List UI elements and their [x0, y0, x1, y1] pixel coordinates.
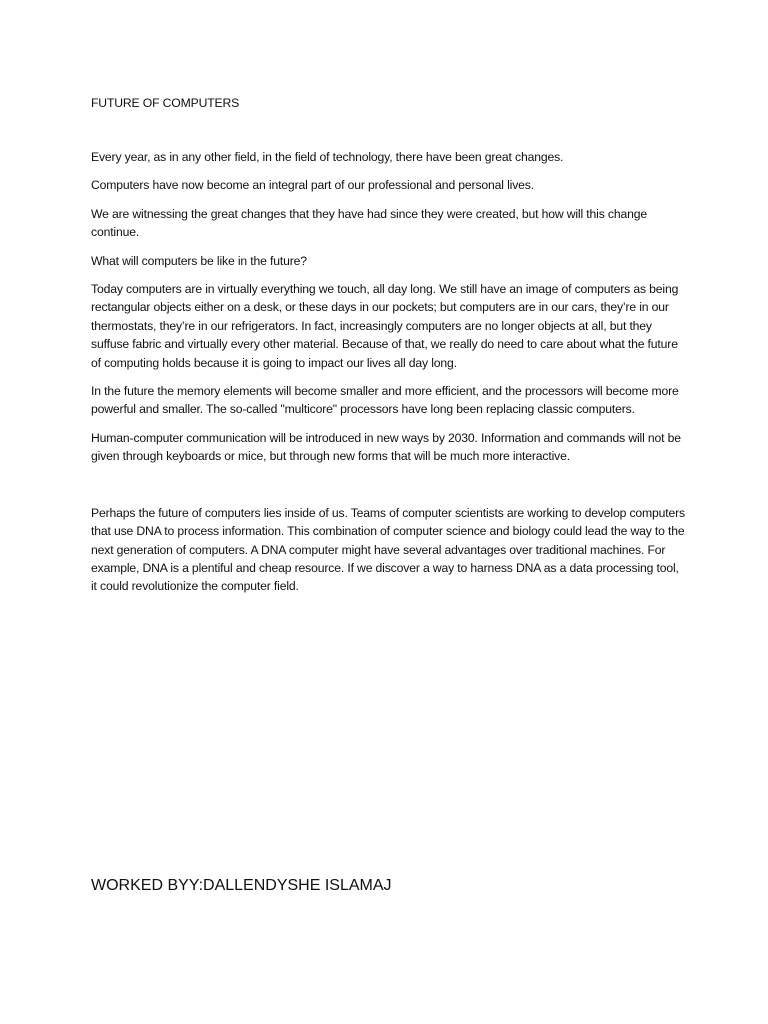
paragraph-memory-processors: In the future the memory elements will become smaller and more efficient, and the processors will become more powerful and smaller. The so-called "multicore" processors have long been replacing classic computers.: [91, 384, 679, 417]
paragraph-dna-computers: Perhaps the future of computers lies inside of us. Teams of computer scientists are working to develop computers that use DNA to process information. This combination of computer science and biology could lead the way to the next generation of computers. A DNA computer might have several advantages over traditional machines. For example, DNA is a plentiful and cheap resource. If we discover a way to harness DNA as a data processing tool, it could revolutionize the computer field.: [91, 505, 686, 594]
author-line: WORKED BYY:DALLENDYSHE ISLAMAJ: [91, 877, 392, 894]
paragraph-integral-part: Computers have now become an integral part of our professional and personal lives.: [91, 178, 534, 193]
document-title: FUTURE OF COMPUTERS: [91, 96, 240, 110]
document-body: [91, 94, 687, 606]
paragraph-question: What will computers be like in the future?: [91, 253, 307, 268]
paragraph-human-computer-communication: Human-computer communication will be introduced in new ways by 2030. Information and commands will not be given through keyboards or mice, but through new forms that will be much more interactive.: [91, 430, 681, 464]
paragraph-witnessing-changes: We are witnessing the great changes that they have had since they were created, but how will this change continue.: [91, 206, 647, 240]
paragraph-intro: Every year, as in any other field, in the field of technology, there have been great changes.: [91, 150, 564, 164]
paragraph-computers-everywhere: Today computers are in virtually everything we touch, all day long. We still have an image of computers as being rectangular objects either on a desk, or these days in our pockets; but computers are in our cars, they’re in our thermostats, they’re in our refrigerators. In fact, increasingly computers are no longer objects at all, but they suffuse fabric and virtually every other material. Because of that, we really do need to care about what the future of computing holds because it is going to impact our lives all day long.: [91, 282, 679, 370]
